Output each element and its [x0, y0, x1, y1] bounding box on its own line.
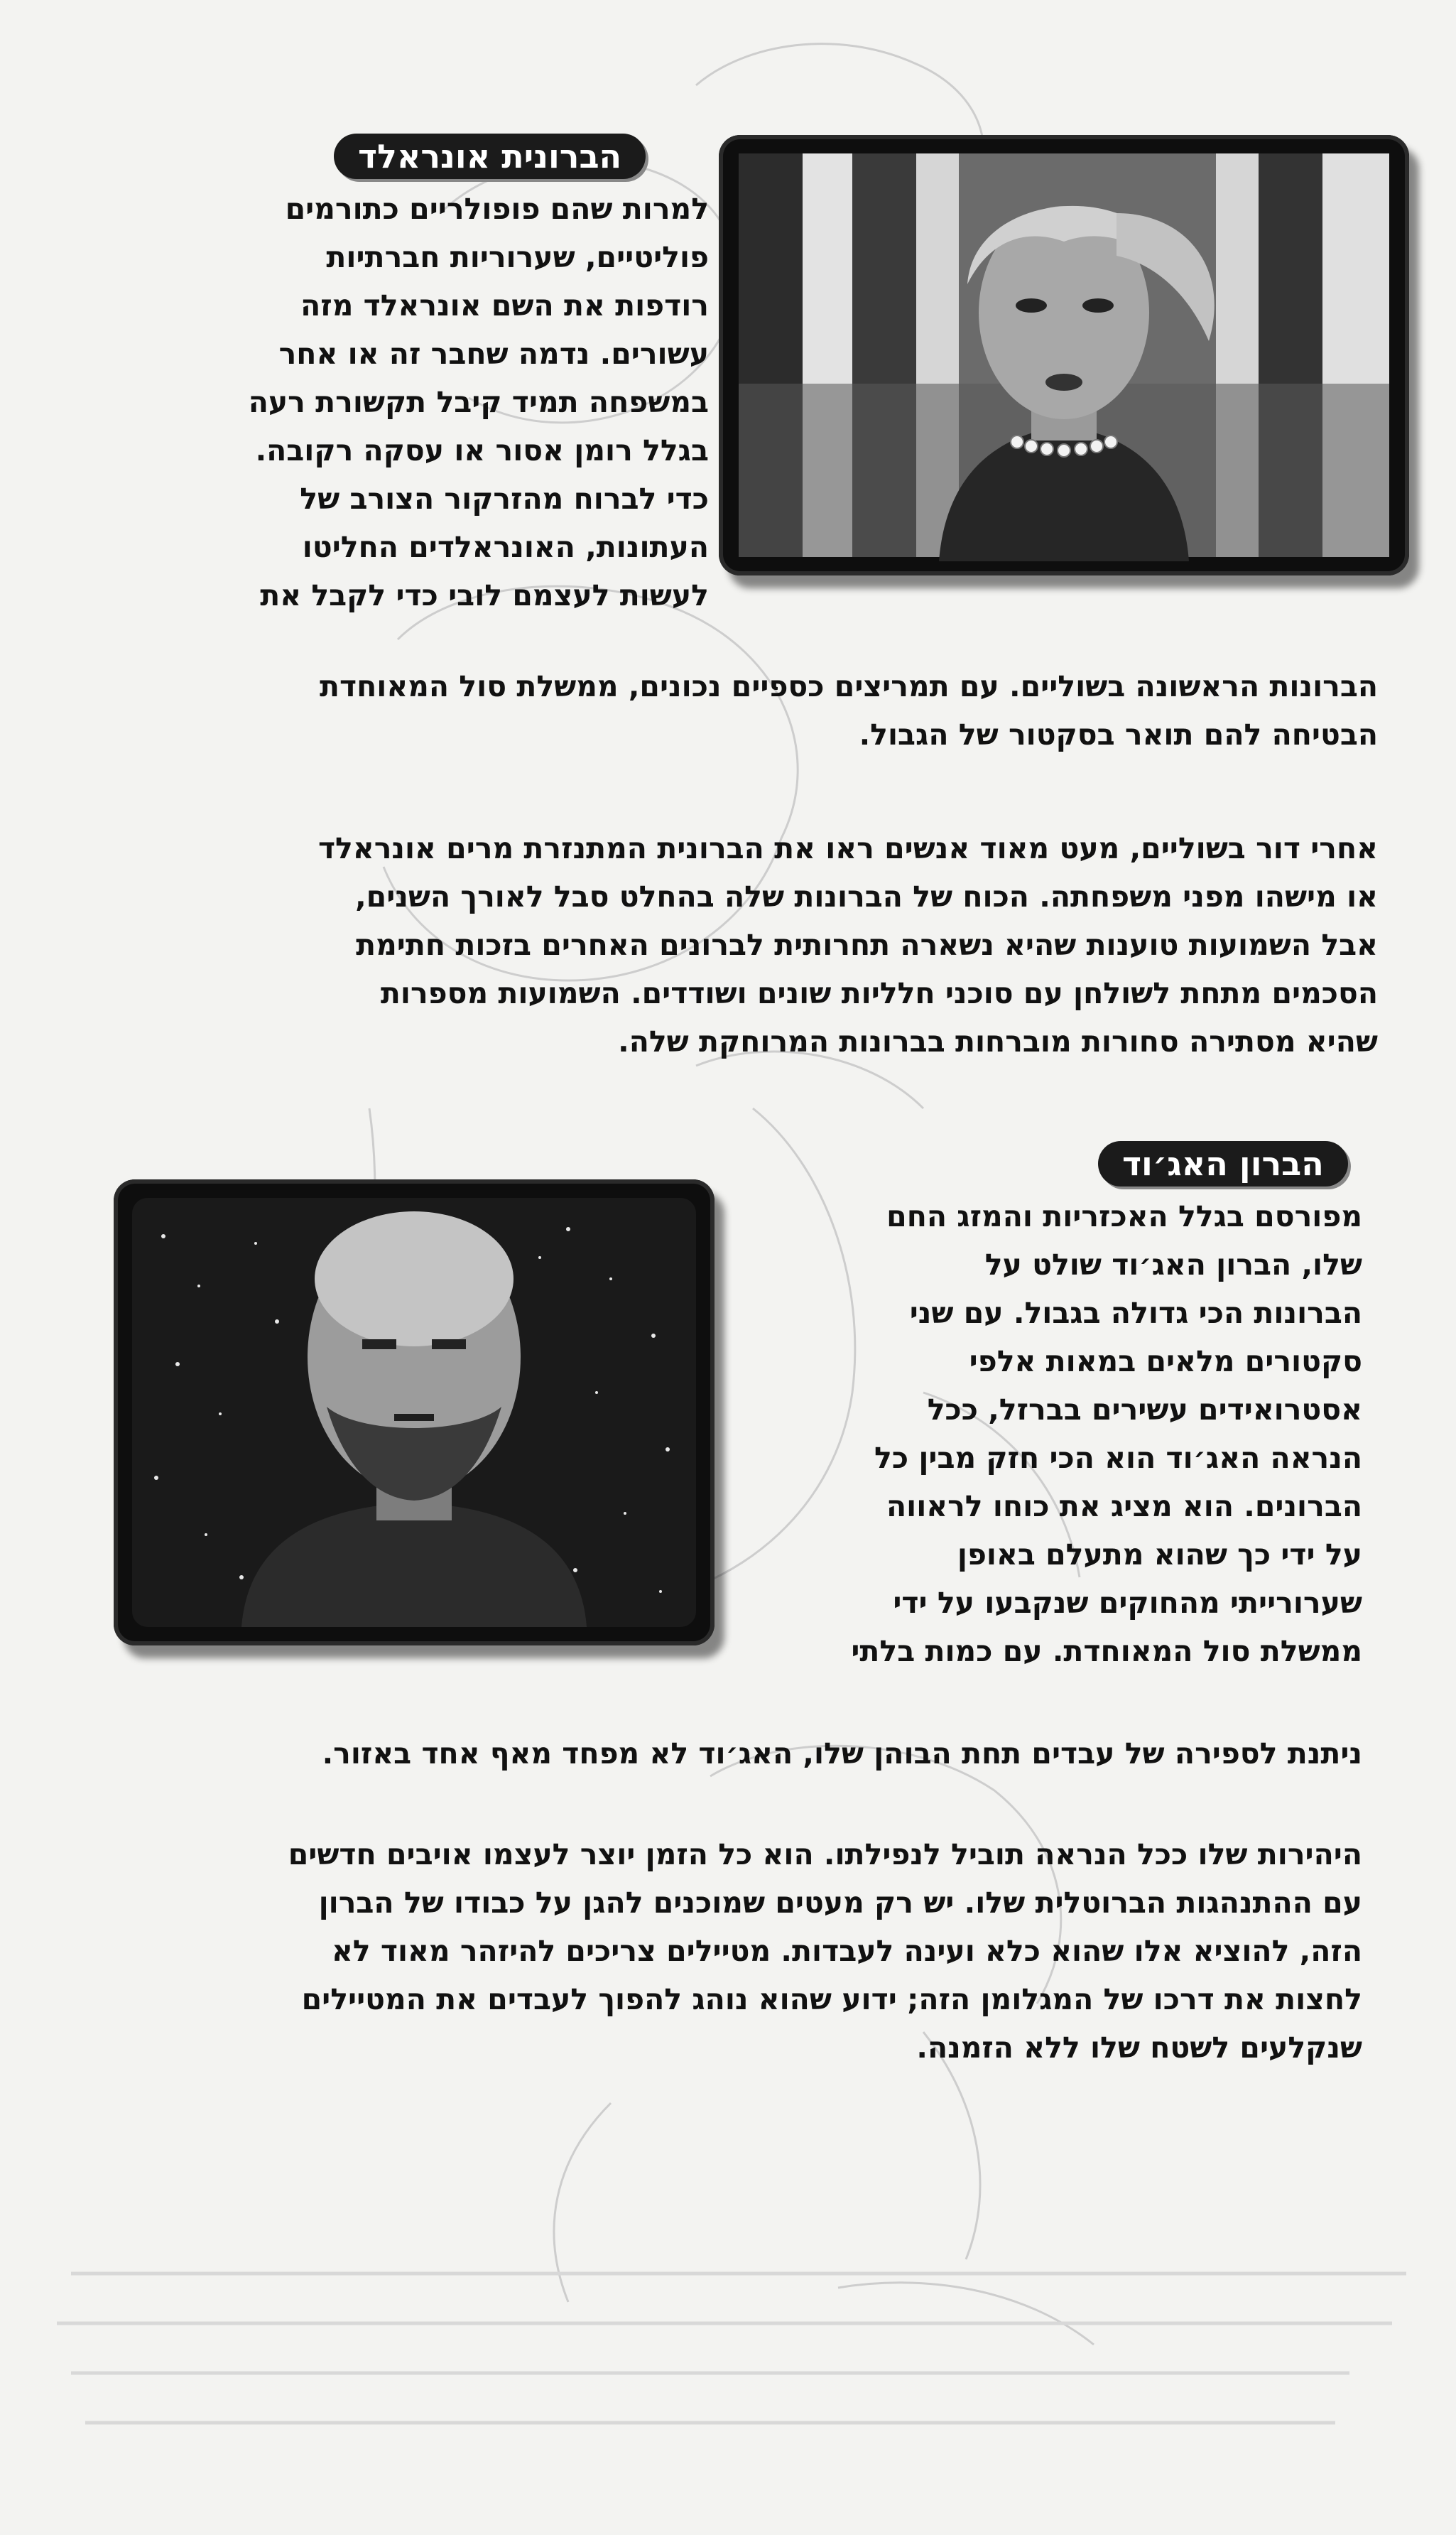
baron-line: הנראה האג׳וד הוא הכי חזק מבין כל [874, 1441, 1362, 1475]
baron-line: הברונים. הוא מציג את כוחו לראווה [886, 1489, 1362, 1523]
section-heading-baron: הברון האג׳וד [1098, 1141, 1348, 1187]
baron-line: סקטורים מלאים במאות אלפי [969, 1344, 1362, 1378]
paragraph-line: שנקלעים לשטח שלו ללא הזמנה. [916, 2031, 1362, 2065]
baroness-portrait-icon [719, 135, 1409, 575]
baroness-line: בגלל רומן אסור או עסקה רקובה. [255, 433, 709, 467]
paragraph-line: שהיא מסתירה סחורות מוברחות בברונות המרוחקת שלה. [618, 1025, 1378, 1059]
paragraph-line: אחרי דור בשוליים, מעט מאוד אנשים ראו את הברונית המתנזרת מרים אונראלד [317, 831, 1378, 865]
baroness-line: הבטיחה להם תואר בסקטור של הגבול. [859, 718, 1378, 752]
paragraph-line: היהירות שלו ככל הנראה תוביל לנפילתו. הוא כל הזמן יוצר לעצמו אויבים חדשים [288, 1837, 1362, 1871]
baron-line: אסטרואידים עשירים בברזל, ככל [927, 1393, 1362, 1427]
baron-line: הברונות הכי גדולה בגבול. עם שני [909, 1296, 1362, 1330]
paragraph-line: הזה, להוציא אלו שהוא כלא ועינה לעבדות. מטיילים צריכים להיזהר מאוד לא [331, 1934, 1362, 1968]
baroness-paragraph-2 [318, 824, 1378, 1066]
baroness-line: העתונות, האונראלדים החליטו [302, 530, 709, 564]
baroness-line: רודפות את השם אונראלד מזה [300, 288, 709, 323]
baron-paragraph-2 [288, 1830, 1362, 2072]
paragraph-line: לחצות את דרכו של המגלומן הזה; ידוע שהוא נוהג להפוך לעבדים את המטיילים [301, 1982, 1362, 2016]
baron-line: ממשלת סול המאוחדת. עם כמות בלתי [851, 1634, 1362, 1668]
baron-line: על ידי כך שהוא מתעלם באופן [957, 1537, 1362, 1572]
baroness-portrait-frame [719, 135, 1409, 575]
baroness-line: במשפחה תמיד קיבל תקשורת רעה [248, 385, 709, 419]
baron-line: שלו, הברון האג׳וד שולט על [984, 1248, 1362, 1282]
baroness-line: לעשות לעצמם לובי כדי לקבל את [260, 578, 709, 612]
baroness-text-full [320, 662, 1378, 759]
baroness-line: כדי לברוח מהזרקור הצורב של [300, 482, 709, 516]
baron-line: ניתנת לספירה של עבדים תחת הבוהן שלו, האג׳וד לא מפחד מאף אחד באזור. [322, 1736, 1362, 1771]
baroness-line: הברונות הראשונה בשוליים. עם תמריצים כספיים נכונים, ממשלת סול המאוחדת [320, 669, 1378, 703]
baron-portrait-icon [114, 1179, 715, 1645]
baron-text [851, 1192, 1362, 1675]
baroness-text [249, 185, 709, 620]
baroness-line: למרות שהם פופולריים כתורמים [285, 192, 709, 226]
paragraph-line: עם ההתנהגות הברוטלית שלו. יש רק מעטים שמוכנים להגן על כבודו של הברון [318, 1886, 1362, 1920]
baron-portrait-frame [114, 1179, 715, 1645]
paragraph-line: אבל השמועות טוענות שהיא נשארה תחרותית לברונים האחרים בזכות חתימת [356, 928, 1378, 962]
paragraph-line: או מישהו מפני משפחתה. הכוח של הברונות שלה בהחלט סבל לאורך השנים, [355, 880, 1378, 914]
baron-line: שערורייתי מהחוקים שנקבעו על ידי [893, 1586, 1362, 1620]
baroness-line: עשורים. נדמה שחבר זה או אחר [278, 337, 709, 371]
baron-line: מפורסם בגלל האכזריות והמזג החם [886, 1199, 1362, 1233]
baroness-line: פוליטיים, שערוריות חברתיות [326, 240, 709, 274]
baron-text-full [322, 1729, 1362, 1778]
paragraph-line: הסכמים מתחת לשולחן עם סוכני חלליות שונים ושודדים. השמועות מספרות [380, 976, 1378, 1010]
section-heading-baroness: הברונית אונראלד [334, 134, 646, 179]
